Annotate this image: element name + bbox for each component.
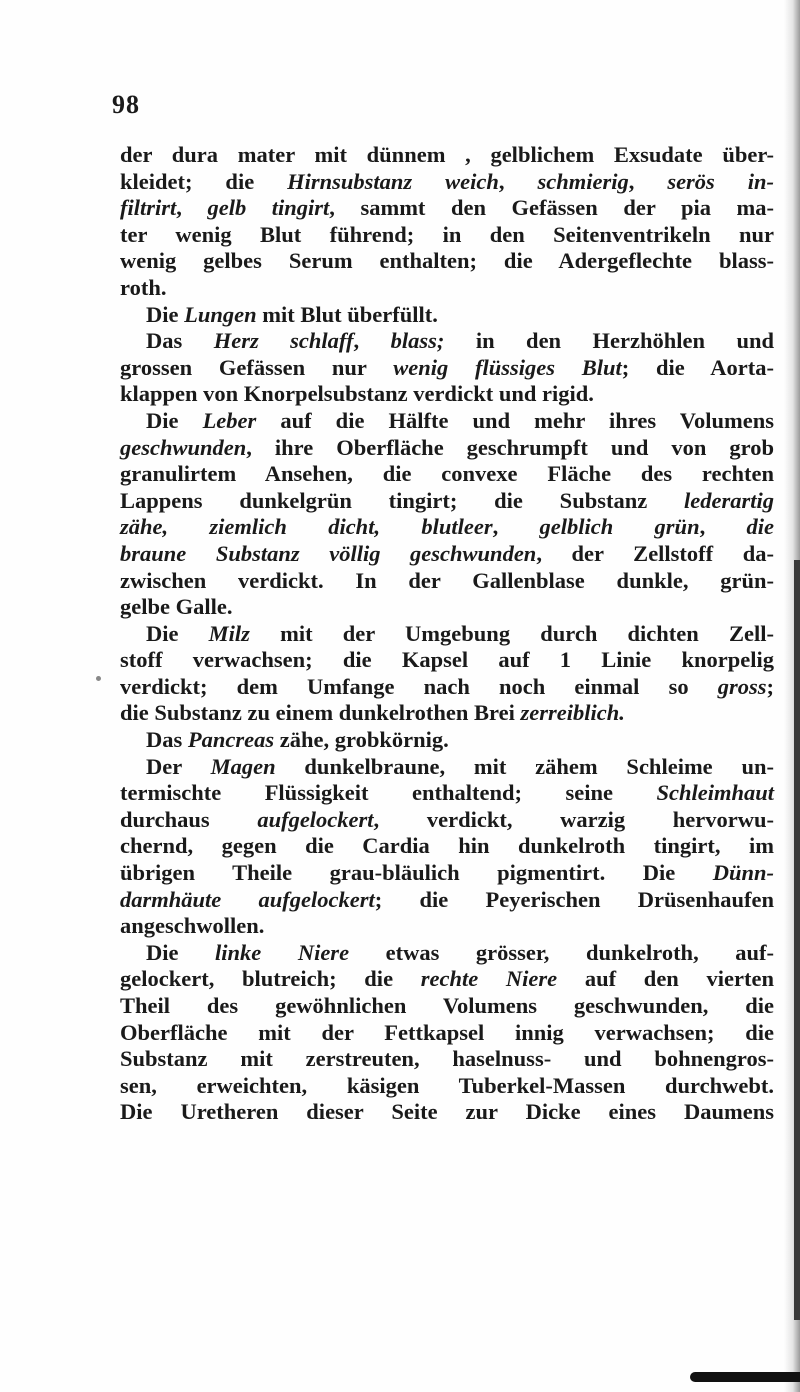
text-run: Die (146, 301, 185, 327)
text-run: verdickt; dem Umfange nach noch einmal so (120, 673, 718, 699)
text-line (120, 754, 774, 781)
text-line (120, 727, 774, 754)
body-text (120, 142, 774, 1126)
text-run: chernd, gegen die Cardia hin dunkelroth tingirt, im (120, 833, 774, 859)
text-run: die Substanz zu einem dunkelrothen Brei (120, 700, 521, 726)
italic-term: zähe, ziemlich dicht, blutleer (120, 514, 493, 540)
text-run: gelockert, blutreich; die (120, 966, 421, 992)
italic-term: rechte Niere (420, 966, 558, 992)
italic-term: braune Substanz völlig geschwunden (120, 540, 537, 566)
ink-speck (96, 676, 101, 681)
text-line (120, 142, 774, 169)
text-line (120, 302, 774, 329)
text-line (120, 993, 774, 1020)
text-run: zähe, grobkörnig. (274, 727, 449, 753)
text-line (120, 807, 774, 834)
italic-term: schmierig (537, 168, 629, 194)
text-run: durchaus (120, 806, 258, 832)
italic-term: aufgelockert (257, 806, 374, 832)
text-run: termischte Flüssigkeit enthaltend; seine (120, 780, 657, 806)
text-run: ; (766, 673, 774, 699)
italic-term: die (746, 514, 775, 540)
italic-term: gross (717, 673, 767, 699)
text-run: stoff verwachsen; die Kapsel auf 1 Linie knorpelig (120, 647, 774, 673)
italic-term: darmhäute aufgelockert (120, 886, 375, 912)
text-line (120, 514, 774, 541)
text-run: ; die Aorta- (621, 354, 774, 380)
text-run: Die (146, 620, 209, 646)
italic-term: Magen (210, 753, 276, 779)
text-run: Lappens dunkelgrün tingirt; die Substanz (120, 487, 684, 513)
text-run: Substanz mit zerstreuten, haselnuss- und bohnengros- (120, 1046, 774, 1072)
text-run: Das (146, 328, 214, 354)
italic-term: filtrirt (120, 195, 177, 221)
text-run: roth. (120, 274, 167, 300)
text-line (120, 355, 774, 382)
text-line (120, 1099, 774, 1126)
text-run: , (176, 195, 208, 221)
text-line (120, 275, 774, 302)
text-line (120, 860, 774, 887)
italic-term: gelb tingirt (207, 195, 330, 221)
text-run: grossen Gefässen nur (120, 354, 394, 380)
text-line (120, 887, 774, 914)
text-line (120, 435, 774, 462)
text-run: , (492, 514, 540, 540)
italic-term: Leber (202, 407, 257, 433)
text-run: sen, erweichten, käsigen Tuberkel-Massen durchwebt. (120, 1072, 774, 1098)
text-run: in den Herzhöhlen und (444, 328, 775, 354)
text-run: ; die Peyerischen Drüsenhaufen (374, 886, 775, 912)
italic-term: wenig flüssiges Blut (393, 354, 622, 380)
italic-term: lederartig (684, 487, 774, 513)
text-run: angeschwollen. (120, 913, 265, 939)
text-line (120, 248, 774, 275)
italic-term: zerreiblich. (520, 700, 625, 726)
text-run: Theil des gewöhnlichen Volumens geschwunden, die (120, 993, 774, 1018)
italic-term: gelblich grün (539, 514, 700, 540)
text-run: Die (146, 407, 203, 433)
text-run: dunkelbraune, mit zähem Schleime un- (275, 753, 774, 779)
text-run: gelbe Galle. (120, 594, 233, 620)
text-run: , der Zellstoff da- (536, 540, 774, 566)
text-run: übrigen Theile grau-bläulich pigmentirt. Die (120, 860, 713, 886)
italic-term: linke Niere (215, 939, 350, 965)
italic-term: Dünn- (712, 860, 774, 886)
text-line (120, 913, 774, 940)
text-run: der dura mater mit dünnem , gelblichem Exsudate über- (120, 142, 774, 167)
italic-term: blass; (390, 328, 445, 354)
italic-term: geschwunden (120, 434, 247, 460)
text-run: , sammt den Gefässen der pia ma- (329, 195, 775, 221)
text-line (120, 780, 774, 807)
text-run: Die (146, 939, 216, 965)
text-run: Oberfläche mit der Fettkapsel innig verwachsen; die (120, 1019, 774, 1045)
text-line (120, 621, 774, 648)
text-run: Das (146, 727, 188, 753)
text-run: , (628, 168, 668, 194)
text-run: , (498, 168, 538, 194)
text-run: granulirtem Ansehen, die convexe Fläche des rechten (120, 461, 774, 487)
text-run: Der (146, 753, 211, 779)
text-line (120, 328, 774, 355)
text-run: , (699, 514, 747, 540)
text-line (120, 1073, 774, 1100)
text-run: klappen von Knorpelsubstanz verdickt und rigid. (120, 381, 594, 407)
text-run: auf den vierten (557, 966, 774, 992)
text-line (120, 408, 774, 435)
corner-ink-mark (690, 1372, 800, 1382)
text-line (120, 647, 774, 674)
page-edge-dark-strip (794, 560, 800, 1320)
text-line (120, 940, 774, 967)
text-run: Die Uretheren dieser Seite zur Dicke eines Daumens (120, 1099, 774, 1125)
text-run: , verdickt, warzig hervorwu- (373, 806, 774, 832)
text-run: wenig gelbes Serum enthalten; die Adergeflechte blass- (120, 248, 774, 274)
text-line (120, 674, 774, 701)
text-line (120, 169, 774, 196)
text-line (120, 833, 774, 860)
text-run: mit Blut überfüllt. (256, 301, 438, 327)
italic-term: Schleimhaut (656, 780, 774, 806)
text-run: mit der Umgebung durch dichten Zell- (249, 620, 774, 646)
text-line (120, 700, 774, 727)
text-line (120, 1046, 774, 1073)
text-run: , (353, 328, 391, 354)
text-run: , ihre Oberfläche geschrumpft und von grob (246, 434, 774, 460)
text-line (120, 381, 774, 408)
text-line (120, 966, 774, 993)
text-line (120, 594, 774, 621)
text-line (120, 461, 774, 488)
text-line (120, 568, 774, 595)
italic-term: Herz schlaff (213, 328, 354, 354)
italic-term: serös in- (667, 168, 775, 194)
italic-term: Milz (208, 620, 250, 646)
text-line (120, 1020, 774, 1047)
italic-term: Pancreas (187, 727, 275, 753)
italic-term: Lungen (184, 301, 257, 327)
italic-term: Hirnsubstanz weich (287, 168, 499, 194)
text-line (120, 488, 774, 515)
text-run: kleidet; die (120, 168, 288, 194)
page-number: 98 (112, 90, 140, 119)
text-run: etwas grösser, dunkelroth, auf- (349, 939, 774, 965)
text-line (120, 222, 774, 249)
text-line (120, 195, 774, 222)
text-run: ter wenig Blut führend; in den Seitenventrikeln nur (120, 221, 774, 247)
text-run: zwischen verdickt. In der Gallenblase dunkle, grün- (120, 567, 774, 593)
text-run: auf die Hälfte und mehr ihres Volumens (256, 407, 774, 433)
text-line (120, 541, 774, 568)
